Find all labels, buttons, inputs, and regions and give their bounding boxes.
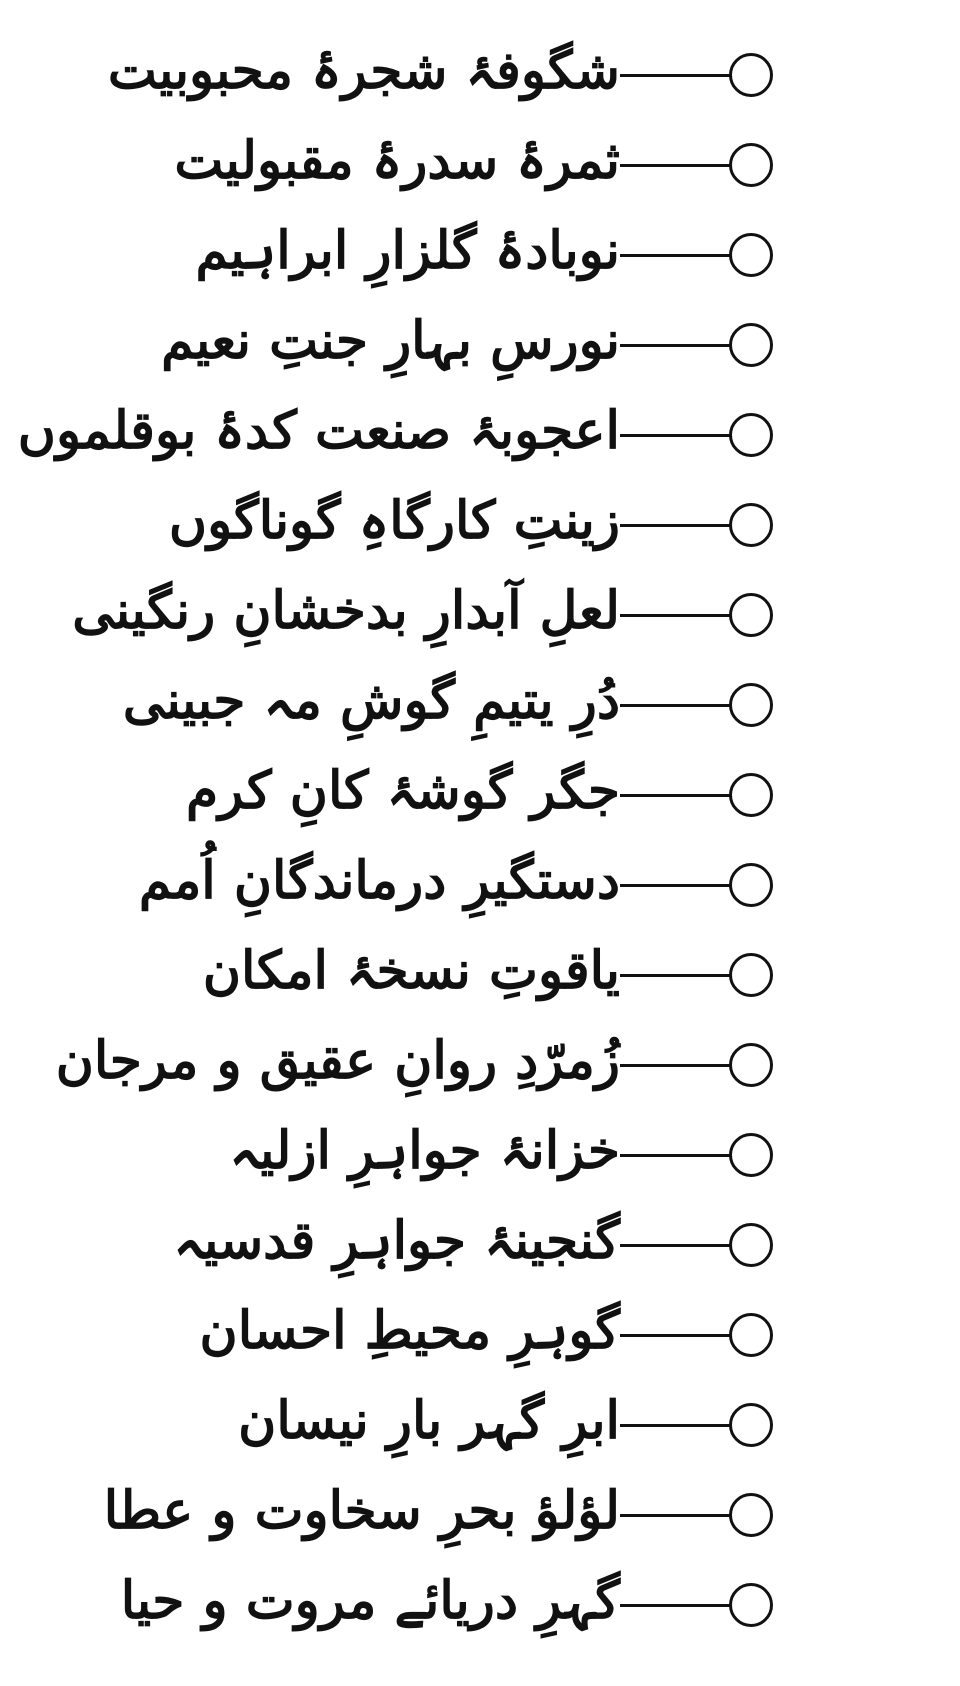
- circle-bullet-icon: [729, 773, 773, 817]
- list-item: [0, 1020, 960, 1110]
- connector-line: [620, 1424, 730, 1427]
- list-item-title: خزانۂ جواہرِ ازلیہ: [229, 1119, 620, 1181]
- circle-bullet-icon: [729, 53, 773, 97]
- list-item: [0, 1290, 960, 1380]
- circle-bullet-icon: [729, 1133, 773, 1177]
- list-item: [0, 480, 960, 570]
- list-item-title: اعجوبۂ صنعت کدۂ بوقلموں: [17, 399, 620, 461]
- list-item: [0, 1380, 960, 1470]
- connector-line: [620, 614, 730, 617]
- connector-line: [620, 74, 730, 77]
- list-item: [0, 750, 960, 840]
- list-item: [0, 1200, 960, 1290]
- list-item: [0, 120, 960, 210]
- connector-line: [620, 1514, 730, 1517]
- list-item-title: گہرِ دریائے مروت و حیا: [120, 1569, 620, 1631]
- list-item: [0, 1560, 960, 1650]
- list-item-title: لؤلؤ بحرِ سخاوت و عطا: [103, 1479, 620, 1541]
- list-item-title: زُمرّدِ روانِ عقیق و مرجان: [55, 1029, 620, 1091]
- circle-bullet-icon: [729, 1583, 773, 1627]
- list-item-title: گنجینۂ جواہرِ قدسیہ: [173, 1209, 620, 1271]
- list-item-title: ابرِ گہر بارِ نیسان: [238, 1389, 620, 1451]
- connector-line: [620, 1604, 730, 1607]
- list-item: [0, 1470, 960, 1560]
- connector-line: [620, 524, 730, 527]
- list-item-title: دُرِ یتیمِ گوشِ مہ جبینی: [122, 669, 620, 731]
- titles-list: [0, 30, 960, 1650]
- connector-line: [620, 344, 730, 347]
- list-item-title: دستگیرِ درماندگانِ اُمم: [138, 849, 620, 911]
- circle-bullet-icon: [729, 503, 773, 547]
- connector-line: [620, 974, 730, 977]
- connector-line: [620, 1154, 730, 1157]
- circle-bullet-icon: [729, 1493, 773, 1537]
- list-item-title: یاقوتِ نسخۂ امکان: [202, 939, 620, 1001]
- circle-bullet-icon: [729, 593, 773, 637]
- list-item: [0, 660, 960, 750]
- circle-bullet-icon: [729, 683, 773, 727]
- list-item: [0, 30, 960, 120]
- connector-line: [620, 1244, 730, 1247]
- circle-bullet-icon: [729, 1043, 773, 1087]
- circle-bullet-icon: [729, 1223, 773, 1267]
- connector-line: [620, 884, 730, 887]
- list-item: [0, 570, 960, 660]
- connector-line: [620, 1064, 730, 1067]
- circle-bullet-icon: [729, 863, 773, 907]
- list-item-title: ثمرۂ سدرۂ مقبولیت: [174, 129, 620, 191]
- circle-bullet-icon: [729, 413, 773, 457]
- list-item: [0, 1110, 960, 1200]
- connector-line: [620, 164, 730, 167]
- list-item-title: جگر گوشۂ کانِ کرم: [186, 759, 620, 821]
- connector-line: [620, 1334, 730, 1337]
- circle-bullet-icon: [729, 143, 773, 187]
- list-item: [0, 390, 960, 480]
- list-item: [0, 930, 960, 1020]
- list-item-title: نورسِ بہارِ جنتِ نعیم: [161, 309, 620, 371]
- connector-line: [620, 254, 730, 257]
- circle-bullet-icon: [729, 1403, 773, 1447]
- connector-line: [620, 704, 730, 707]
- connector-line: [620, 794, 730, 797]
- circle-bullet-icon: [729, 1313, 773, 1357]
- list-item-title: گوہرِ محیطِ احسان: [199, 1299, 620, 1361]
- list-item-title: نوبادۂ گلزارِ ابراہیم: [195, 219, 620, 281]
- list-item: [0, 300, 960, 390]
- circle-bullet-icon: [729, 953, 773, 997]
- circle-bullet-icon: [729, 233, 773, 277]
- list-item-title: لعلِ آبدارِ بدخشانِ رنگینی: [72, 579, 620, 641]
- list-item-title: شگوفۂ شجرۂ محبوبیت: [107, 39, 620, 101]
- connector-line: [620, 434, 730, 437]
- list-item: [0, 840, 960, 930]
- circle-bullet-icon: [729, 323, 773, 367]
- list-item-title: زینتِ کارگاہِ گوناگوں: [168, 489, 620, 551]
- list-item: [0, 210, 960, 300]
